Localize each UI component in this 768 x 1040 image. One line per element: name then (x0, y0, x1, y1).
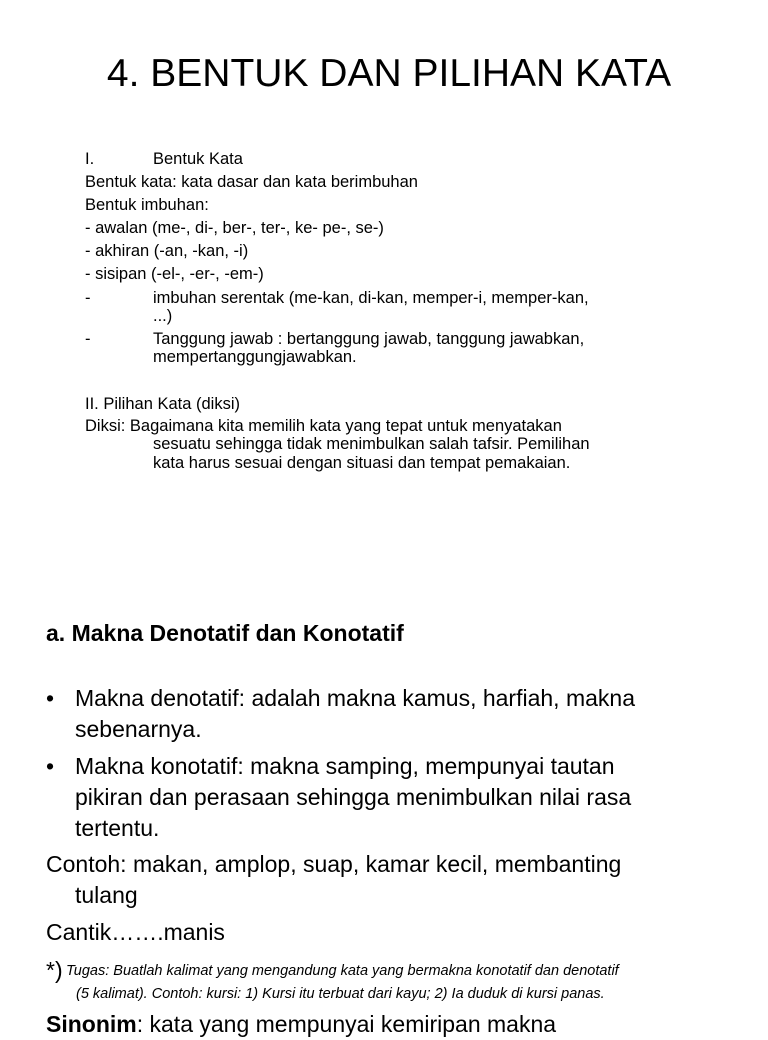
list-dash: - (85, 330, 91, 348)
list-item: Tanggung jawab : bertanggung jawab, tanggung jawabkan, (153, 330, 585, 348)
synonym-line (46, 1009, 556, 1040)
bullet-text: sebenarnya. (75, 716, 202, 742)
list-item-continuation: mempertanggungjawabkan. (153, 348, 357, 366)
bullet-text: Makna konotatif: makna samping, mempunyai tautan (75, 753, 615, 779)
assignment-text: (5 kalimat). Contoh: kursi: 1) Kursi itu terbuat dari kayu; 2) Ia duduk di kursi panas. (76, 986, 605, 1002)
bullet-text: Makna denotatif: adalah makna kamus, harfiah, makna (75, 685, 635, 711)
list-item-continuation: ...) (153, 307, 173, 325)
list-dash: - (85, 289, 91, 307)
synonym-label: Sinonim (46, 1011, 137, 1037)
bullet-text: tertentu. (75, 815, 160, 841)
text-line: Diksi: Bagaimana kita memilih kata yang tepat untuk menyatakan (85, 417, 562, 435)
bullet-text: pikiran dan perasaan sehingga menimbulkan nilai rasa (75, 784, 632, 810)
footnote-marker: *) (46, 957, 63, 983)
text-line: sesuatu sehingga tidak menimbulkan salah tafsir. Pemilihan (153, 435, 590, 453)
section-1-heading: Bentuk Kata (153, 150, 243, 168)
list-item: imbuhan serentak (me-kan, di-kan, memper-i, memper-kan, (153, 289, 589, 307)
text-line: kata harus sesuai dengan situasi dan tempat pemakaian. (153, 454, 571, 472)
section-1-number: I. (85, 150, 95, 168)
text-line: - sisipan (-el-, -er-, -em-) (85, 265, 264, 283)
section-a-heading: a. Makna Denotatif dan Konotatif (46, 620, 404, 646)
section-2-heading: II. Pilihan Kata (diksi) (85, 395, 240, 413)
synonym-text: : kata yang mempunyai kemiripan makna (136, 1011, 557, 1037)
assignment-text: Tugas: Buatlah kalimat yang mengandung kata yang bermakna konotatif dan denotatif (66, 963, 619, 979)
text-line: Bentuk kata: kata dasar dan kata berimbuhan (85, 173, 418, 191)
text-line: - awalan (me-, di-, ber-, ter-, ke- pe-, se-) (85, 219, 384, 237)
example-text: tulang (75, 882, 138, 908)
text-line: Bentuk imbuhan: (85, 196, 209, 214)
bullet: • (46, 753, 55, 779)
page-title: 4. BENTUK DAN PILIHAN KATA (106, 52, 672, 95)
example-text: Contoh: makan, amplop, suap, kamar kecil, membanting (46, 851, 622, 877)
example-text: Cantik…….manis (46, 919, 225, 945)
text-line: - akhiran (-an, -kan, -i) (85, 242, 249, 260)
bullet: • (46, 685, 55, 711)
